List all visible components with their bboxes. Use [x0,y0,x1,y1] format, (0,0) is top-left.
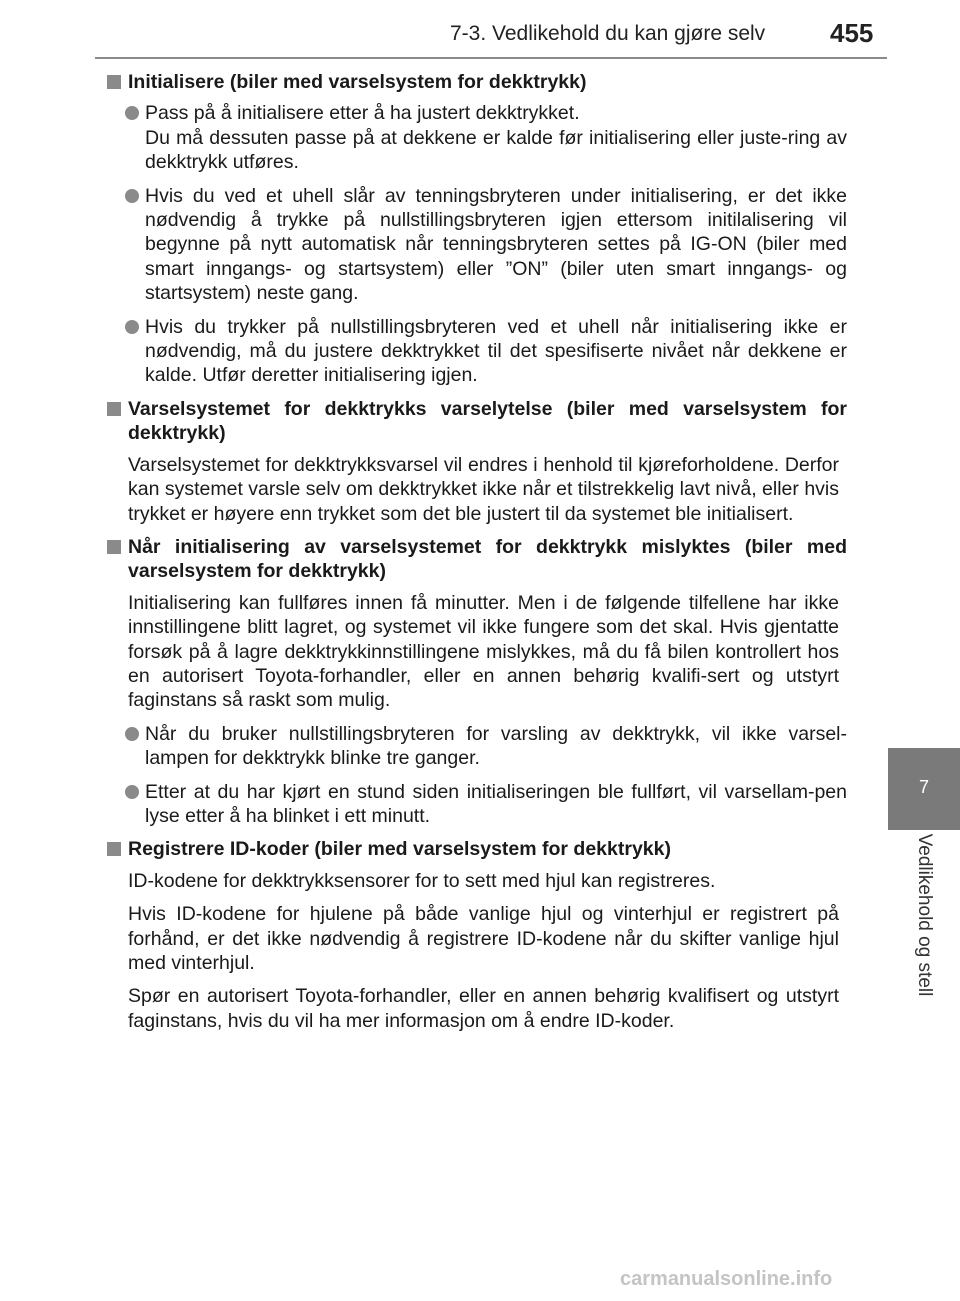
page-content [105,70,847,1042]
header-divider [95,57,887,59]
bullet-item [105,101,847,174]
bullet-text: Hvis du ved et uhell slår av tenningsbryteren under initialisering, er det ikke nødvendig å trykke på nullstillingsbryteren igjen ettersom initilalisering vil begynne på nytt automatisk når tenningsbryteren settes på IG-ON (biler med smart inngangs- og startsystem) eller ”ON” (biler uten smart inngangs- og startsystem) neste gang. [145,184,847,305]
chapter-title: 7-3. Vedlikehold du kan gjøre selv [450,22,766,45]
round-bullet-icon [125,106,139,120]
section-heading: Initialisere (biler med varselsystem for dekktrykk) [105,70,847,94]
paragraph: ID-kodene for dekktrykksensorer for to sett med hjul kan registreres. [128,869,716,892]
paragraph: Spør en autorisert Toyota-forhandler, eller en annen behørig kvalifisert og utstyrt faginstans, hvis du vil ha mer informasjon om å endre ID-koder. [128,985,839,1032]
paragraph: Hvis ID-kodene for hjulene på både vanlige hjul og vinterhjul er registrert på forhånd, er det ikke nødvendig å registrere ID-kodene når du skifter vanlige hjul med vinterhjul. [128,903,839,974]
round-bullet-icon [125,320,139,334]
page-number: 455 [830,18,874,48]
square-bullet-icon [107,402,121,416]
section-initialization-failed [105,535,847,828]
chapter-tab: 7 [888,748,960,830]
square-bullet-icon [107,75,121,89]
page-header [0,0,960,56]
chapter-side-label: Vedlikehold og stell [914,833,935,997]
round-bullet-icon [125,727,139,741]
bullet-text: Pass på å initialisere etter å ha justert dekktrykket. [145,102,580,125]
bullet-text: Hvis du trykker på nullstillingsbryteren ved et uhell når initialisering ikke er nødvendig, må du justere dekktrykket til det spesifiserte nivået når dekkene er kalde. Utfør deretter initialisering igjen. [145,315,847,387]
paragraph: Varselsystemet for dekktrykksvarsel vil endres i henhold til kjøreforholdene. Derfor kan systemet varsle selv om dekktrykket ikke når et tilstrekkelig lavt nivå, eller hvis trykket er høyere enn trykket som det ble justert til da systemet ble initialisert. [128,453,839,525]
section-heading: Varselsystemet for dekktrykks varselytelse (biler med varselsystem for dekktrykk) [105,397,847,446]
bullet-item [105,315,847,388]
paragraph: Initialisering kan fullføres innen få minutter. Men i de følgende tilfellene har ikke innstillingene blitt lagret, og systemet vil ikke fungere som det skal. Hvis gjentatte forsøk på å lagre dekktrykkinnstillingene mislykkes, må du få bilen kontrollert hos en autorisert Toyota-forhandler, eller en annen behørig kvalifi-sert og utstyrt faginstans så raskt som mulig. [128,591,839,712]
watermark: carmanualsonline.info [620,1268,833,1290]
square-bullet-icon [107,540,121,554]
bullet-item [105,780,847,829]
bullet-item [105,184,847,306]
bullet-text: Du må dessuten passe på at dekkene er kalde før initialisering eller juste-ring av dekktrykk utføres. [145,126,847,174]
section-register-id-codes [105,837,847,1033]
section-warning-performance [105,397,847,526]
square-bullet-icon [107,842,121,856]
chapter-side-label-area [888,830,960,1020]
round-bullet-icon [125,189,139,203]
section-heading: Registrere ID-koder (biler med varselsystem for dekktrykk) [105,837,847,861]
bullet-text: Når du bruker nullstillingsbryteren for varsling av dekktrykk, vil ikke varsel-lampen for dekktrykk blinke tre ganger. [145,722,847,770]
bullet-item [105,722,847,771]
bullet-text: Etter at du har kjørt en stund siden initialiseringen ble fullført, vil varsellam-pen lyse etter å ha blinket i ett minutt. [145,780,847,827]
section-heading: Når initialisering av varselsystemet for dekktrykk mislyktes (biler med varselsystem for dekktrykk) [105,535,847,584]
section-initialize [105,70,847,388]
round-bullet-icon [125,785,139,799]
